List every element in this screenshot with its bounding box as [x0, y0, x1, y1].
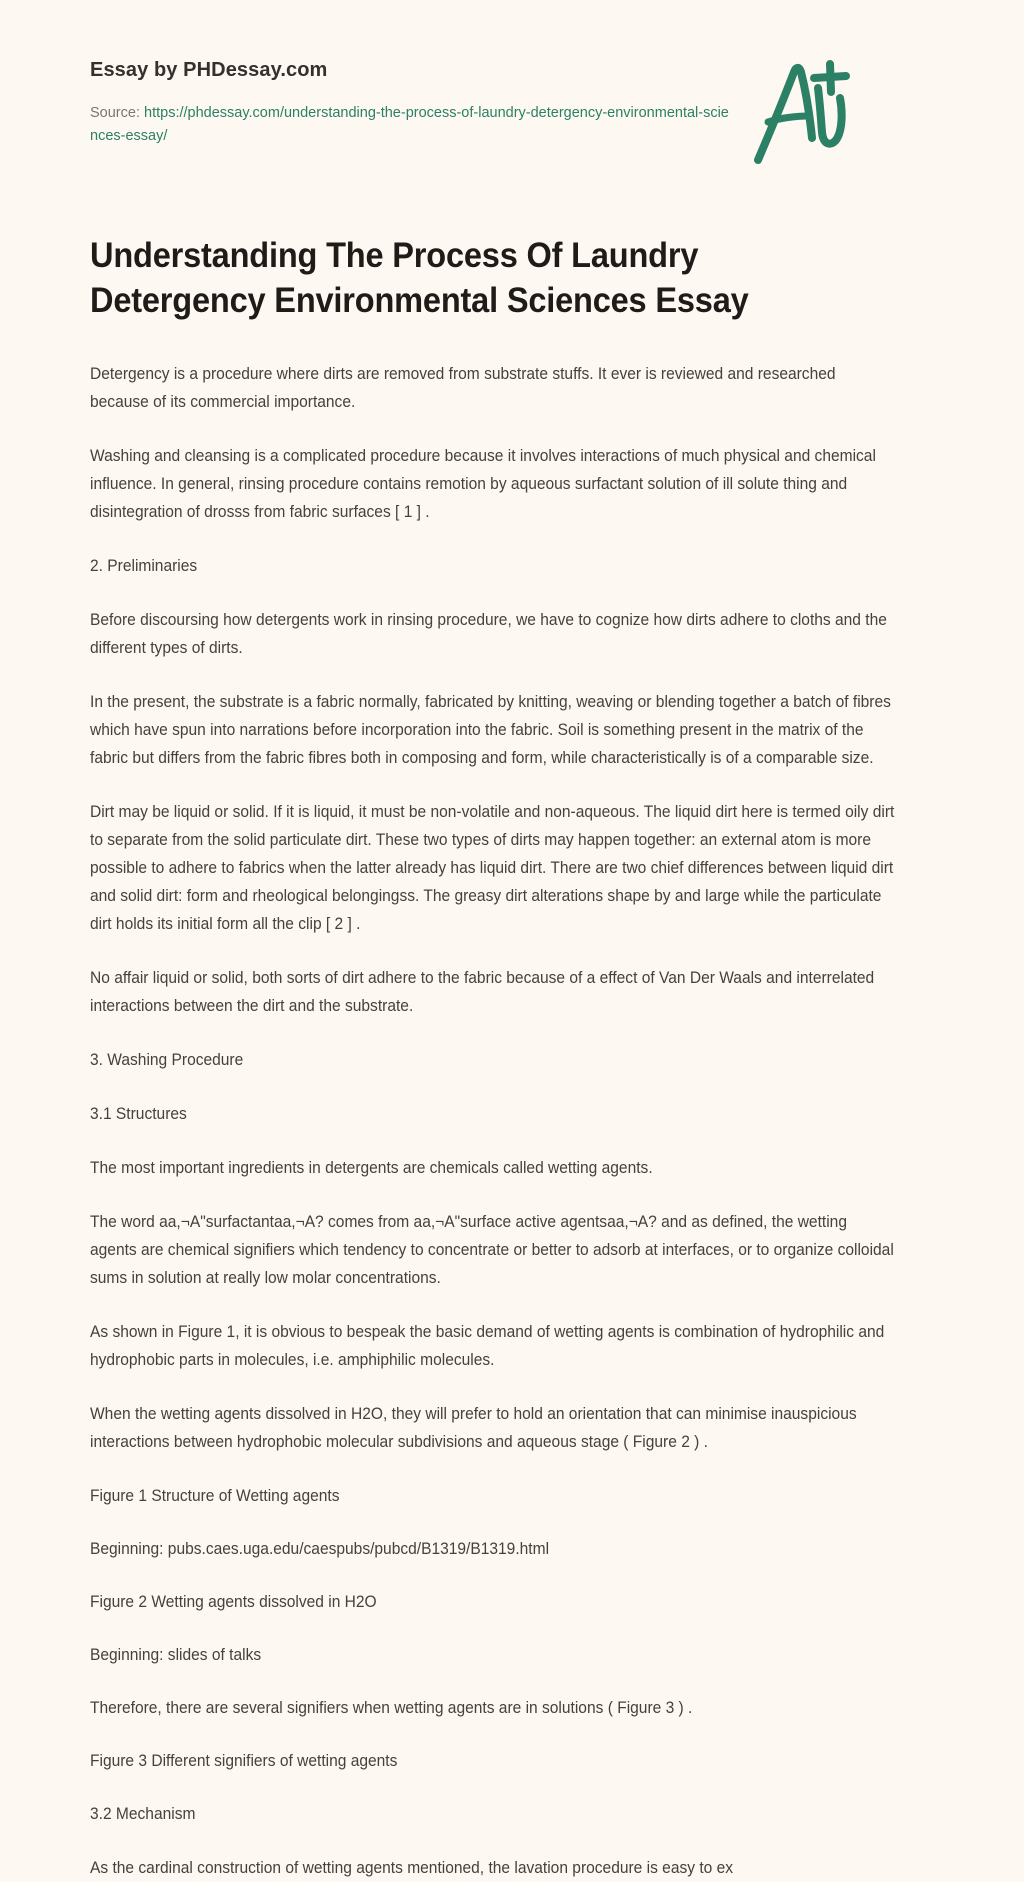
section-heading: 2. Preliminaries — [90, 556, 198, 575]
paragraph: Dirt may be liquid or solid. If it is liquid, it must be non-volatile and non-aqueous. The liquid dirt here is termed oily dirt to separate from the solid particulate dirt. These two types of dirts may happen together: an external atom is more possible to adhere to fabrics when the latter already has liquid dirt. There are two chief differences between liquid dirt and solid dirt: form and rheological belongingss. The greasy dirt alterations shape by and large while the particulate dirt holds its initial form all the clip [ 2 ] . — [90, 802, 895, 933]
source-line — [90, 102, 730, 149]
source-url-link[interactable]: https://phdessay.com/understanding-the-process-of-laundry-detergency-environmental-sciences-essay/ — [90, 105, 729, 145]
figure-source: Beginning: pubs.caes.uga.edu/caespubs/pubcd/B1319/B1319.html — [90, 1540, 550, 1559]
figure-source: Beginning: slides of talks — [90, 1646, 262, 1665]
paragraph: No affair liquid or solid, both sorts of dirt adhere to the fabric because of a effect of Van Der Waals and interrelated interactions between the dirt and the substrate. — [90, 968, 875, 1015]
paragraph: Before discoursing how detergents work in rinsing procedure, we have to cognize how dirts adhere to cloths and the different types of dirts. — [90, 610, 887, 657]
paragraph: When the wetting agents dissolved in H2O, they will prefer to hold an orientation that can minimise inauspicious interactions between hydrophobic molecular subdivisions and aqueous stage ( Figure 2 ) . — [90, 1405, 857, 1452]
paragraph: The word aa,¬A"surfactantaa,¬A? comes from aa,¬A"surface active agentsaa,¬A? and as defined, the wetting agents are chemical signifiers which tendency to concentrate or better to adsorb at interfaces, or to organize colloidal sums in solution at really low molar concentrations. — [90, 1212, 894, 1287]
paragraph: Detergency is a procedure where dirts are removed from substrate stuffs. It ever is reviewed and researched because of its commercial importance. — [90, 364, 836, 411]
document-body — [90, 324, 934, 1882]
brand-title: Essay by PHDessay.com — [90, 59, 328, 81]
paragraph: As the cardinal construction of wetting agents mentioned, the lavation procedure is easy to ex — [90, 1859, 734, 1878]
source-label: Source: — [90, 105, 140, 121]
paragraph: Washing and cleansing is a complicated procedure because it involves interactions of much physical and chemical influence. In general, rinsing procedure contains remotion by aqueous surfactant solution of ill solute thing and disintegration of drosss from fabric surfaces [ 1 ] . — [90, 446, 876, 521]
paragraph: In the present, the substrate is a fabric normally, fabricated by knitting, weaving or blending together a batch of fibres which have spun into narrations before incorporation into the fabric. Soil is something present in the matrix of the fabric but differs from the fabric fibres both in composing and form, while characteristically is of a comparable size. — [90, 692, 891, 767]
figure-caption: Figure 2 Wetting agents dissolved in H2O — [90, 1593, 377, 1612]
paragraph: The most important ingredients in detergents are chemicals called wetting agents. — [90, 1158, 653, 1177]
figure-caption: Figure 3 Different signifiers of wetting agents — [90, 1752, 398, 1771]
aplus-logo-icon — [746, 52, 856, 172]
page-title: Understanding The Process Of Laundry Detergency Environmental Sciences Essay — [90, 236, 749, 320]
paragraph: As shown in Figure 1, it is obvious to bespeak the basic demand of wetting agents is combination of hydrophilic and hydrophobic parts in molecules, i.e. amphiphilic molecules. — [90, 1322, 885, 1369]
section-heading: 3.1 Structures — [90, 1104, 187, 1123]
section-heading: 3. Washing Procedure — [90, 1050, 244, 1069]
page-header — [90, 0, 934, 168]
section-heading: 3.2 Mechanism — [90, 1805, 196, 1824]
paragraph: Therefore, there are several signifiers when wetting agents are in solutions ( Figure 3 ) . — [90, 1699, 693, 1718]
figure-caption: Figure 1 Structure of Wetting agents — [90, 1487, 340, 1506]
